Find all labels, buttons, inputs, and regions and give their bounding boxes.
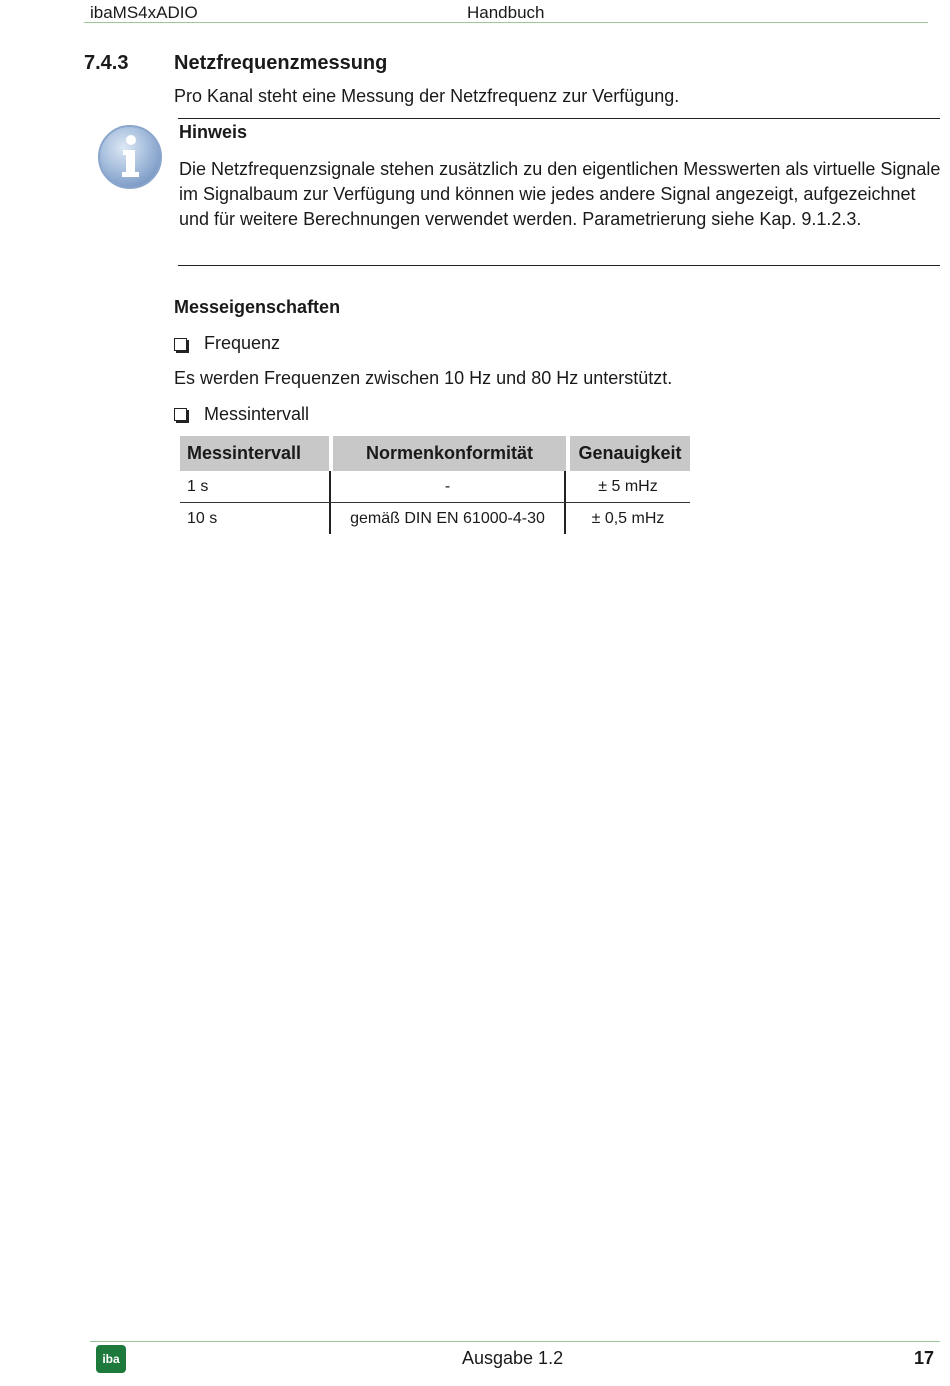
table-header-row	[180, 436, 690, 471]
measurement-interval-table	[180, 436, 690, 534]
section-title: Netzfrequenzmessung	[174, 52, 388, 74]
table-cell: 10 s	[180, 503, 331, 534]
table-cell: 1 s	[180, 471, 331, 502]
table-row	[180, 471, 690, 503]
footer-edition: Ausgabe 1.2	[462, 1348, 564, 1368]
table-cell: -	[331, 471, 566, 502]
frequency-range-text: Es werden Frequenzen zwischen 10 Hz und 80 Hz unterstützt.	[174, 368, 673, 388]
table-row	[180, 503, 690, 534]
table-cell: gemäß DIN EN 61000-4-30	[331, 503, 566, 534]
checkbox-bullet-icon	[174, 408, 187, 421]
table-header-cell: Normenkonformität	[333, 436, 566, 471]
table-cell: ± 0,5 mHz	[591, 509, 665, 527]
table-cell: ± 5 mHz	[598, 477, 658, 495]
header-product-name: ibaMS4xADIO	[90, 3, 198, 22]
table-header-cell: Messintervall	[180, 436, 329, 471]
note-top-rule	[178, 118, 940, 119]
note-heading: Hinweis	[179, 122, 248, 142]
footer-rule	[90, 1341, 940, 1342]
bullet-frequency: Frequenz	[204, 333, 281, 353]
table-header-cell: Genauigkeit	[570, 436, 690, 471]
header-document-type: Handbuch	[467, 3, 545, 22]
header-rule	[84, 22, 928, 23]
info-icon	[96, 124, 164, 192]
note-bottom-rule	[178, 265, 940, 266]
page-number: 17	[914, 1348, 935, 1368]
section-number: 7.4.3	[84, 52, 129, 74]
section-intro: Pro Kanal steht eine Messung der Netzfrequenz zur Verfügung.	[174, 86, 680, 106]
properties-heading: Messeigenschaften	[174, 297, 341, 317]
bullet-measurement-interval: Messintervall	[204, 404, 310, 424]
note-body: Die Netzfrequenzsignale stehen zusätzlich zu den eigentlichen Messwerten als virtuelle Signale im Signalbaum zur Verfügung und können wie jedes andere Signal angezeigt, aufgezeichnet und für weitere Berechnungen verwendet werden. Parametrierung siehe Kap. 9.1.2.3.	[179, 159, 941, 229]
iba-logo: iba	[96, 1345, 126, 1373]
checkbox-bullet-icon	[174, 338, 187, 351]
